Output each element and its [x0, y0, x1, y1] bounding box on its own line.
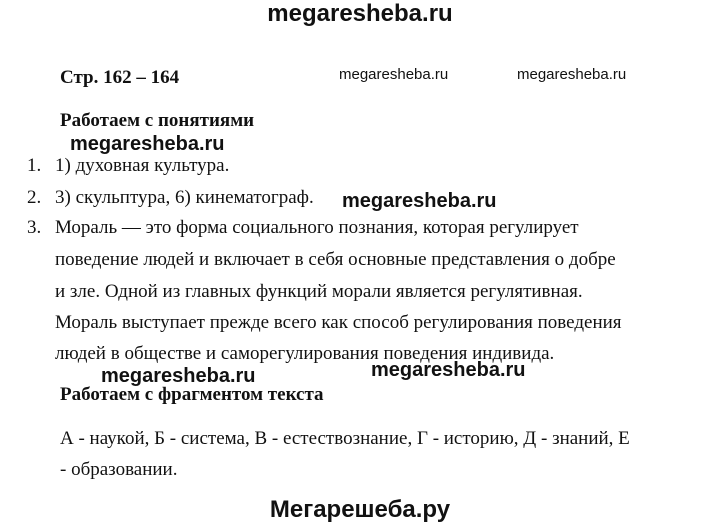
- watermark-left-mid[interactable]: megaresheba.ru: [101, 365, 256, 387]
- item-number: 1.: [27, 155, 42, 176]
- header-watermark[interactable]: megaresheba.ru: [267, 0, 453, 27]
- watermark-top-1[interactable]: megaresheba.ru: [339, 66, 449, 83]
- paragraph-line: и зле. Одной из главных функций морали является регулятивная.: [55, 281, 583, 302]
- watermark-right-mid[interactable]: megaresheba.ru: [371, 359, 526, 381]
- watermark-top-2[interactable]: megaresheba.ru: [517, 66, 627, 83]
- page-range-title: Стр. 162 – 164: [60, 67, 180, 88]
- paragraph-line: людей в обществе и саморегулирования поведения индивида.: [55, 343, 555, 364]
- answer-line: - образовании.: [60, 459, 178, 480]
- watermark-under-heading[interactable]: megaresheba.ru: [70, 133, 225, 155]
- item-text: 1) духовная культура.: [55, 155, 230, 176]
- item-number: 3.: [27, 217, 42, 238]
- footer-watermark[interactable]: Мегарешеба.ру: [269, 496, 451, 523]
- item-number: 2.: [27, 187, 42, 208]
- watermark-after-item-2[interactable]: megaresheba.ru: [342, 190, 497, 212]
- paragraph-line: поведение людей и включает в себя основные представления о добре: [55, 249, 616, 270]
- paragraph-line: Мораль выступает прежде всего как способ регулирования поведения: [55, 312, 622, 333]
- paragraph-line: Мораль — это форма социального познания, которая регулирует: [55, 217, 579, 238]
- answer-line: А - наукой, Б - система, В - естествознание, Г - историю, Д - знаний, Е: [60, 428, 630, 449]
- section-heading-concepts: Работаем с понятиями: [60, 110, 255, 131]
- item-text: 3) скульптура, 6) кинематограф.: [55, 187, 314, 208]
- section-heading-text-fragment: Работаем с фрагментом текста: [60, 384, 324, 405]
